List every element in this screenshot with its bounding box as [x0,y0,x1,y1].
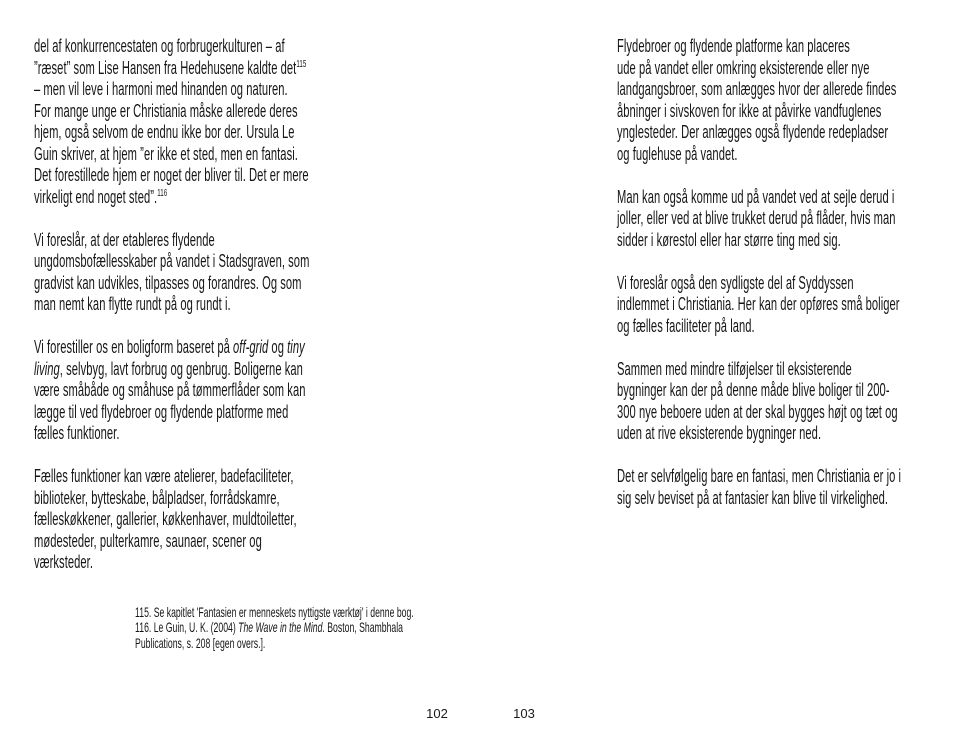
text-run: Guin skriver, at hjem ”er ikke et sted, men en fantasi. [34,143,298,164]
text-run: og fælles faciliteter på land. [617,315,755,336]
text-run: 115. Se kapitlet 'Fantasien er menneskets nyttigste værktøj' i denne bog. [135,603,414,620]
text-line [617,144,960,166]
paragraph [34,230,394,316]
page-number-left: 102 [426,706,448,721]
text-line [34,273,394,295]
text-line [34,58,394,80]
text-line [617,294,960,316]
paragraph [34,466,394,574]
text-run: sidder i kørestol eller har større ting med sig. [617,229,841,250]
text-run: biblioteker, bytteskabe, bålpladser, forrådskamre, [34,487,280,508]
text-run: living [34,358,60,379]
text-line [34,165,394,187]
left-page-paragraphs [34,36,394,574]
text-line [34,79,394,101]
text-run: For mange unge er Christiania måske allerede deres [34,100,298,121]
text-run: 116. Le Guin, U. K. (2004) [135,619,239,636]
text-line [617,273,960,295]
text-run: lægge til ved flydebroer og flydende platforme med [34,401,289,422]
text-run: joller, eller ved at blive trukket derud på flåder, hvis man [617,208,896,228]
text-run: The Wave in the Mind [238,619,323,636]
text-line [617,187,960,209]
text-run: Vi forestiller os en boligform baseret på [34,337,234,357]
text-line [617,230,960,252]
footnote-reference: 115 [296,58,307,70]
text-run: åbninger i sivskoven for ikke at påvirke vandfuglenes [617,100,882,121]
text-run: Flydebroer og flydende platforme kan placeres [617,36,850,56]
text-line [34,36,394,58]
text-run: – men vil leve i harmoni med hinanden og naturen. [34,79,288,99]
text-line [617,359,960,381]
text-run: ynglesteder. Der anlægges også flydende redepladser [617,122,889,142]
paragraph [34,36,394,208]
text-run: Det er selvfølgelig bare en fantasi, men Christiania er jo i [617,466,902,486]
text-line [34,466,394,488]
text-run: 300 nye beboere uden at der skal bygges højt og tæt og [617,401,898,422]
text-run: Publications, s. 208 [egen overs.]. [135,635,266,652]
text-run: ungdomsbofællesskaber på vandet i Stadsgraven, som [34,251,310,271]
text-line [34,230,394,252]
text-line [34,144,394,166]
text-line [34,294,394,316]
text-run: værksteder. [34,552,93,572]
text-line [617,36,960,58]
paragraph [617,187,960,252]
paragraph [617,359,960,445]
paragraph [617,36,960,165]
text-line [34,402,394,424]
text-line [34,552,394,574]
text-run: Det forestillede hjem er noget der bliver til. Det er mere [34,165,309,185]
text-run: og [268,337,288,357]
text-line [34,251,394,273]
paragraph [617,466,960,509]
text-line [617,316,960,338]
right-page-text-block [617,36,960,509]
text-line [34,359,394,381]
page-number-right: 103 [513,706,535,721]
footnotes-block [135,603,414,652]
text-run: Vi foreslår, at der etableres flydende [34,229,215,250]
text-run: gradvist kan udvikles, tilpasses og forandres. Og som [34,272,302,293]
text-run: bygninger kan der på denne måde blive boliger til 200- [617,380,890,400]
text-line [617,79,960,101]
text-line [34,531,394,553]
left-page-text-column [34,36,614,673]
text-run: del af konkurrencestaten og forbrugerkulturen – af [34,36,285,56]
text-run: off-grid [233,337,269,357]
text-run: , selvbyg, lavt forbrug og genbrug. Boligerne kan [59,358,303,379]
text-run: landgangsbroer, som anlægges hvor der allerede findes [617,79,897,99]
text-line [617,488,960,510]
text-run: Fælles funktioner kan være atelierer, badefaciliteter, [34,466,294,486]
text-line [34,423,394,445]
text-line [34,337,394,359]
text-line [34,101,394,123]
paragraph [34,337,394,445]
text-line [34,509,394,531]
text-line [34,122,394,144]
text-run: fælleskøkkener, gallerier, køkkenhaver, muldtoiletter, [34,509,297,529]
right-page-paragraphs [617,36,960,509]
text-run: fælles funktioner. [34,423,120,443]
text-line [135,603,414,621]
text-run: tiny [287,337,305,357]
text-line [34,488,394,510]
left-page-text-block [34,36,414,652]
text-line [135,636,394,652]
text-run: Man kan også komme ud på vandet ved at sejle derud i [617,186,895,207]
text-run: sig selv beviset på at fantasier kan blive til virkelighed. [617,487,889,508]
text-run: være småbåde og småhuse på tømmerflåder som kan [34,380,306,400]
paragraph [617,273,960,338]
text-run: hjem, også selvom de endnu ikke bor der. Ursula Le [34,122,295,142]
text-run: ”ræset” som Lise Hansen fra Hedehusene kaldte det [34,57,297,78]
text-run: Vi foreslår også den sydligste del af Syddyssen [617,272,854,293]
right-page-text-column [617,36,960,531]
text-run: Sammen med mindre tilføjelser til eksisterende [617,358,852,379]
text-run: virkeligt end noget sted”. [34,186,158,207]
text-run: man nemt kan flytte rundt på og rundt i. [34,294,231,314]
text-line [617,423,960,445]
text-line [34,380,394,402]
text-line [617,101,960,123]
text-run: uden at rive eksisterende bygninger ned. [617,423,822,443]
text-run: mødesteder, pulterkamre, saunaer, scener og [34,530,262,551]
text-run: . Boston, Shambhala [322,619,404,636]
paragraph [135,603,414,652]
text-run: ude på vandet eller omkring eksisterende eller nye [617,57,870,78]
text-line [617,380,960,402]
footnote-reference: 116 [157,187,168,199]
text-line [617,58,960,80]
text-line [135,619,404,636]
text-line [617,402,960,424]
text-line [617,122,960,144]
text-line [34,187,394,209]
text-run: indlemmet i Christiania. Her kan der opføres små boliger [617,294,900,314]
text-line [617,466,960,488]
text-run: og fuglehuse på vandet. [617,143,738,164]
text-line [617,208,960,230]
